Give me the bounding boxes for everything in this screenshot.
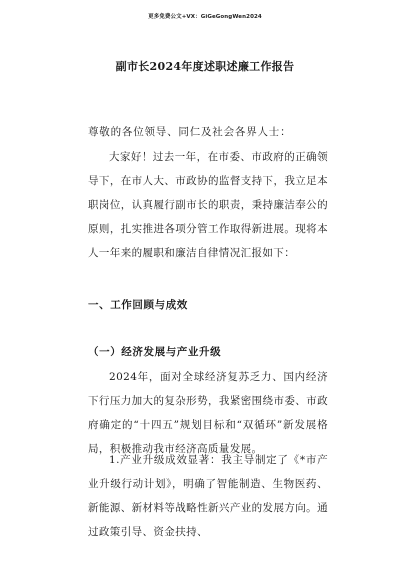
- subsection-heading: （一）经济发展与产业升级: [88, 346, 222, 358]
- document-title: 副市长2024年度述职述廉工作报告: [115, 60, 295, 73]
- header-note: 更多免费公文+VX：GiGeGongWen2024: [148, 14, 262, 20]
- body-paragraph-2024: 2024年，面对全球经济复苏乏力、国内经济下行压力加大的复杂形势，我紧密围绕市委、市政府确定的“十四五”规划目标和“双循环”新发展格局，积极推动我市经济高质量发展。: [88, 371, 328, 455]
- salutation: 尊敬的各位领导、同仁及社会各界人士：: [88, 126, 292, 138]
- intro-paragraph: 大家好！过去一年，在市委、市政府的正确领导下，在市人大、市政协的监督支持下，我立足本职岗位，认真履行副市长的职责，秉持廉洁奉公的原则，扎实推进各项分管工作取得新进展。现将本人一年来的履职和廉洁自律情况汇报如下：: [88, 151, 328, 259]
- list-item-paragraph: 1.产业升级成效显著：我主导制定了《*市产业升级行动计划》，明确了智能制造、生物医药、新能源、新材料等战略性新兴产业的发展方向。通过政策引导、资金扶持、: [88, 454, 328, 538]
- section-heading: 一、工作回顾与成效: [88, 299, 188, 311]
